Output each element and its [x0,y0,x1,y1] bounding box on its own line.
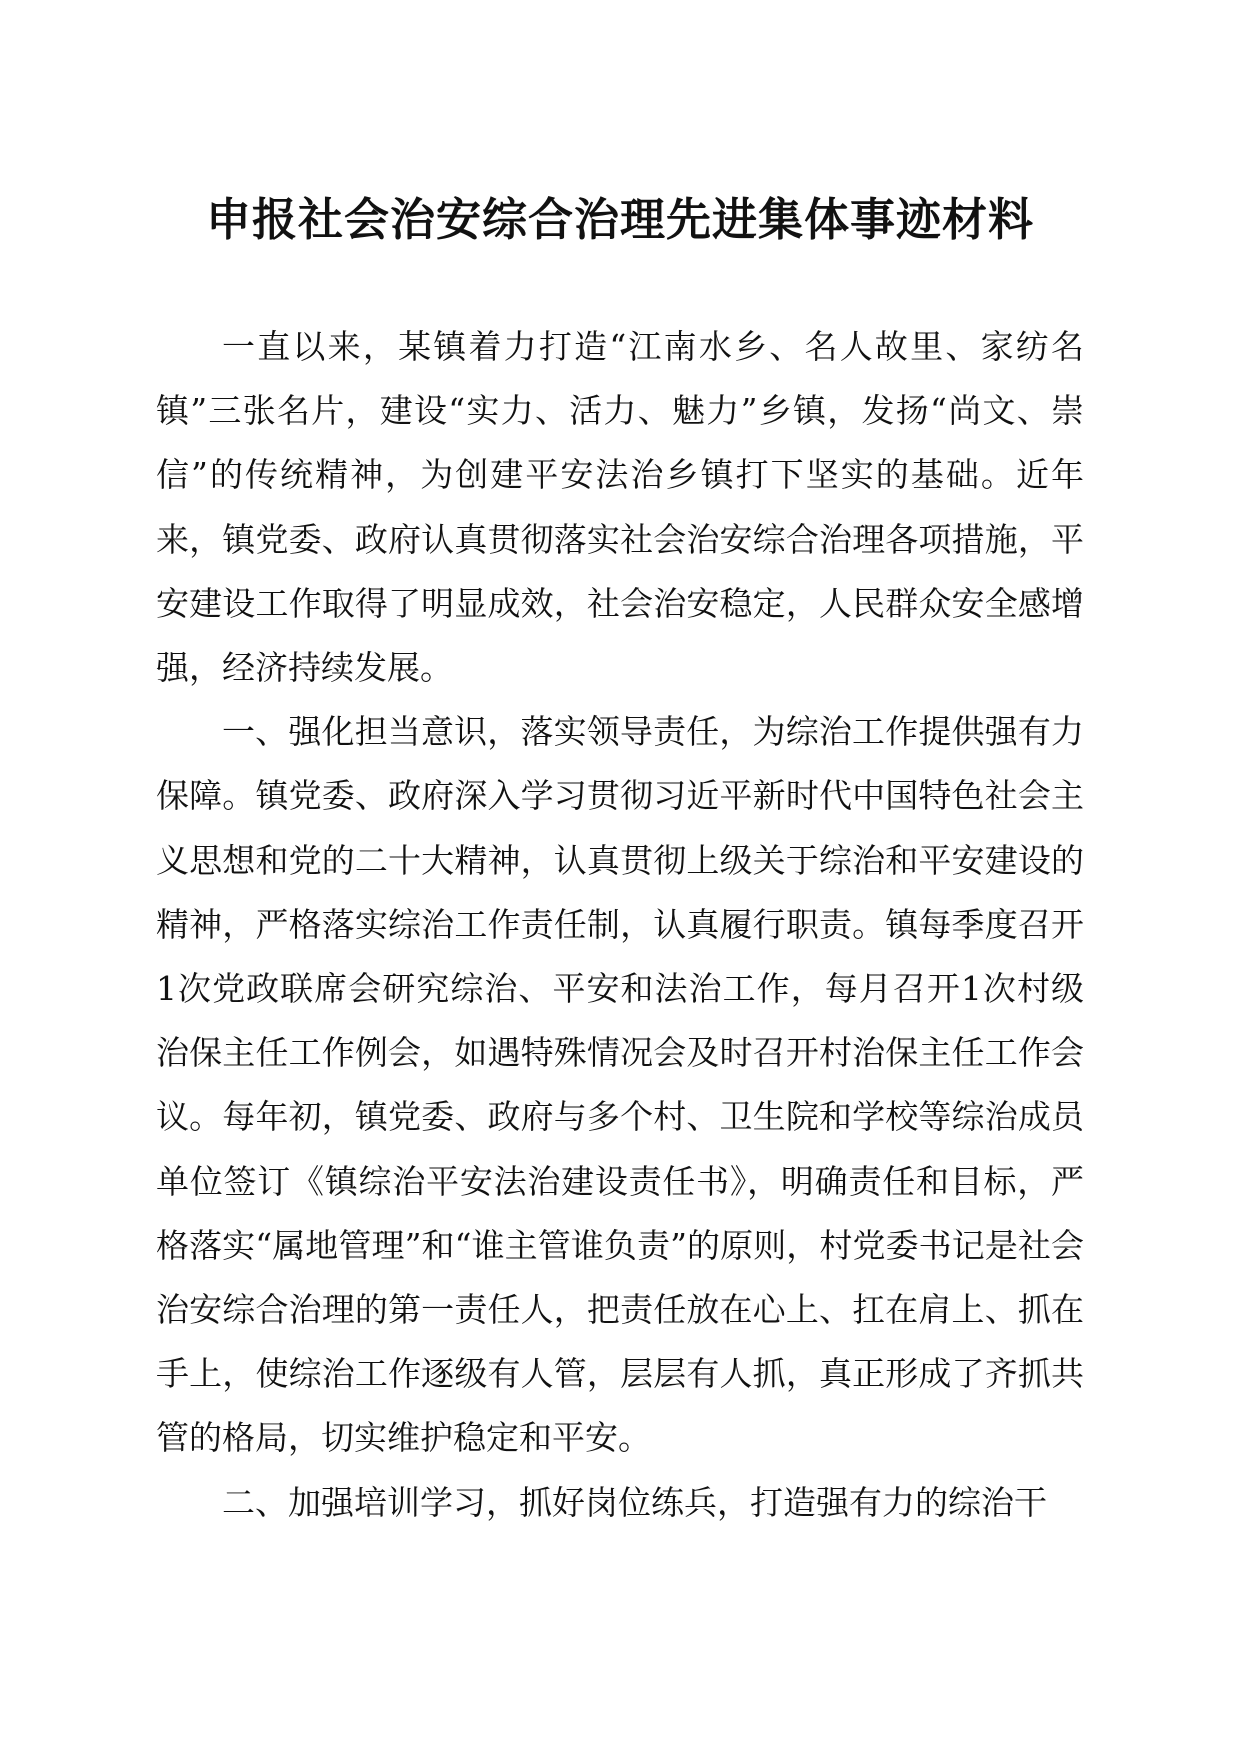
paragraph-section-1: 一、强化担当意识，落实领导责任，为综治工作提供强有力保障。镇党委、政府深入学习贯彻习近平新时代中国特色社会主义思想和党的二十大精神，认真贯彻上级关于综治和平安建设的精神，严格落实综治工作责任制，认真履行职责。镇每季度召开1次党政联席会研究综治、平安和法治工作，每月召开1次村级治保主任工作例会，如遇特殊情况会及时召开村治保主任工作会议。每年初，镇党委、政府与多个村、卫生院和学校等综治成员单位签订《镇综治平安法治建设责任书》，明确责任和目标，严格落实“属地管理”和“谁主管谁负责”的原则，村党委书记是社会治安综合治理的第一责任人，把责任放在心上、扛在肩上、抓在手上，使综治工作逐级有人管，层层有人抓，真正形成了齐抓共管的格局，切实维护稳定和平安。 [156,712,1084,1458]
paragraph-section-2: 二、加强培训学习，抓好岗位练兵，打造强有力的综治干 [222,1482,1047,1522]
document-body [156,315,1084,1535]
document-title: 申报社会治安综合治理先进集体事迹材料 [205,193,1034,246]
paragraph-intro: 一直以来，某镇着力打造“江南水乡、名人故里、家纺名镇”三张名片，建设“实力、活力、魅力”乡镇，发扬“尚文、崇信”的传统精神，为创建平安法治乡镇打下坚实的基础。近年来，镇党委、政府认真贯彻落实社会治安综合治理各项措施，平安建设工作取得了明显成效，社会治安稳定，人民群众安全感增强，经济持续发展。 [156,327,1084,688]
